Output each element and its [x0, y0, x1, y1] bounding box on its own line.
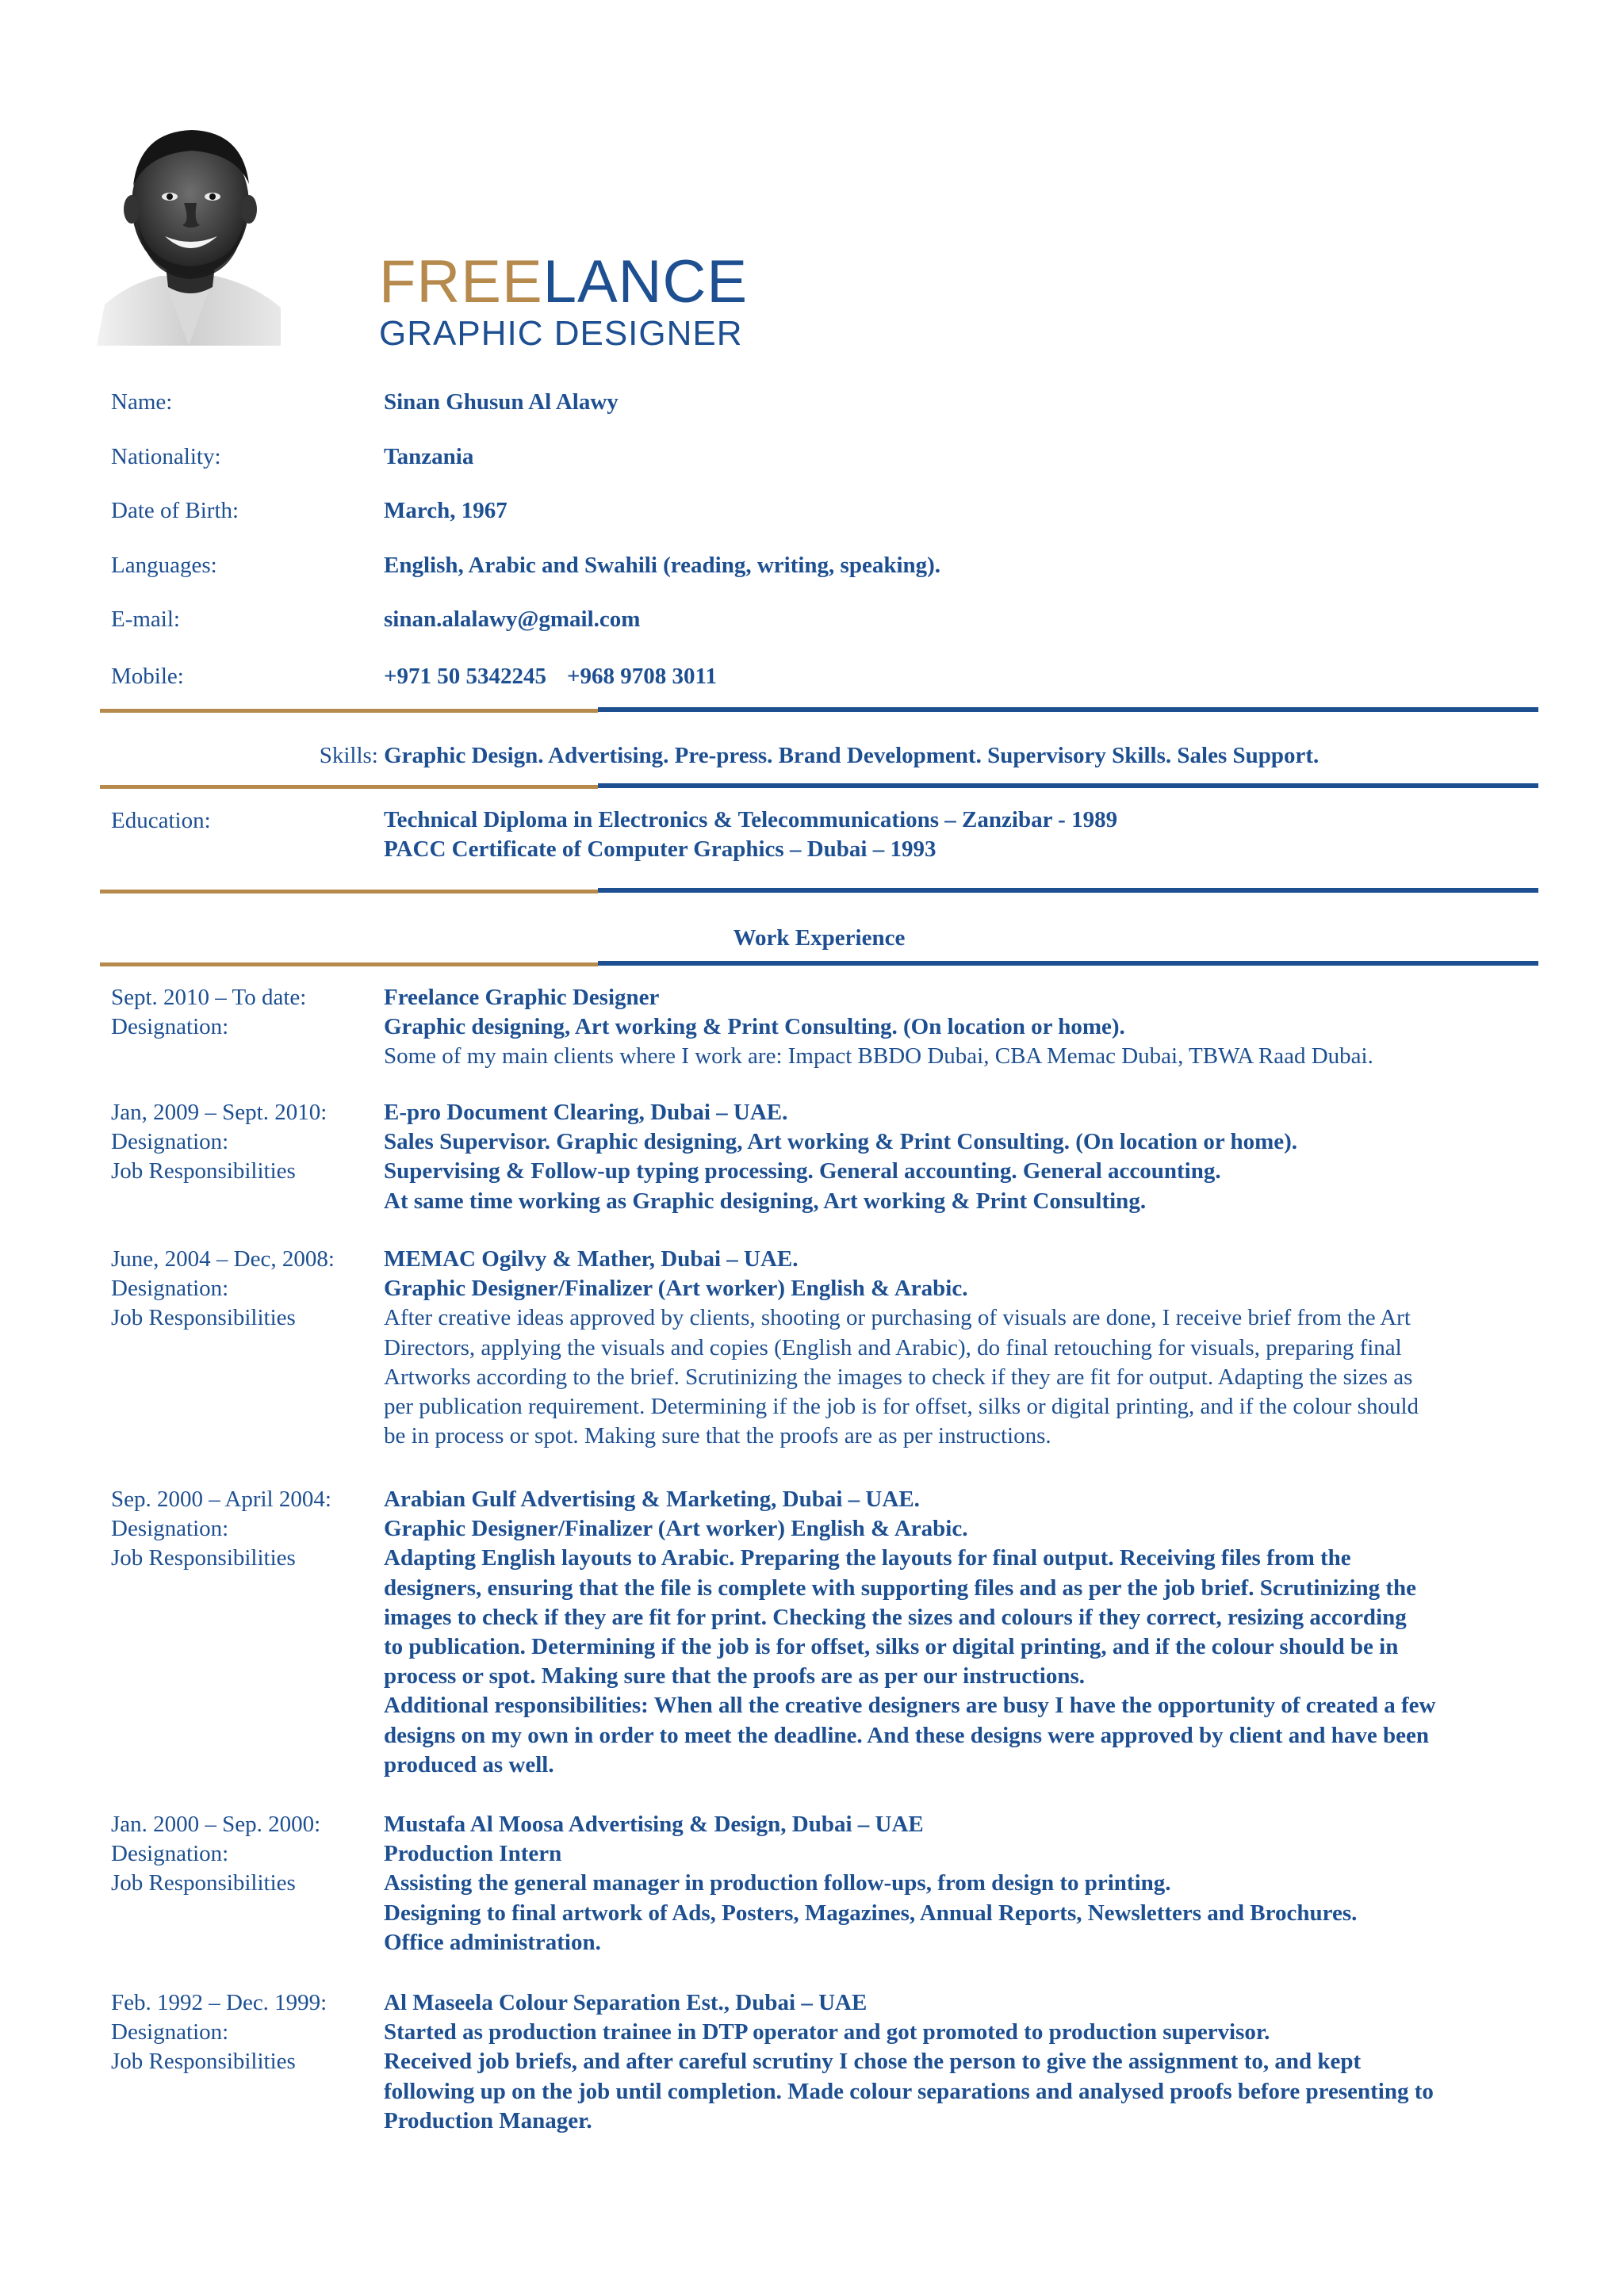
- job-line: Sales Supervisor. Graphic designing, Art working & Print Consulting. (On location or home).: [384, 1129, 1298, 1155]
- divider: [100, 707, 1538, 712]
- divider: [100, 783, 1538, 788]
- job-line: produced as well.: [384, 1751, 554, 1777]
- job-line: designs on my own in order to meet the deadline. And these designs were approved by client and have been: [384, 1722, 1429, 1748]
- job-details: [384, 1988, 1621, 2136]
- divider-blue: [598, 783, 1538, 788]
- info-value: March, 1967: [384, 498, 508, 523]
- skills-value: Graphic Design. Advertising. Pre-press. Brand Development. Supervisory Skills. Sales Support.: [384, 743, 1320, 768]
- profile-photo: [97, 117, 281, 346]
- job-labels: [111, 1988, 327, 2077]
- job-line: Additional responsibilities: When all the creative designers are busy I have the opportunity of created a few: [384, 1693, 1436, 1719]
- job-employer: Arabian Gulf Advertising & Marketing, Dubai – UAE.: [384, 1487, 920, 1512]
- job-line: Graphic Designer/Finalizer (Art worker) English & Arabic.: [384, 1276, 968, 1302]
- job-date: Jan. 2000 – Sep. 2000:: [111, 1812, 321, 1837]
- info-row-name: [111, 387, 1538, 442]
- job-line: Production Intern: [384, 1841, 562, 1867]
- job-line: process or spot. Making sure that the proofs are as per our instructions.: [384, 1663, 1086, 1689]
- info-label: Languages:: [111, 552, 217, 578]
- job-line: Received job briefs, and after careful scrutiny I chose the person to give the assignment to, and kept: [384, 2049, 1362, 2075]
- job-responsibilities-label: Job Responsibilities: [111, 1545, 296, 1571]
- job-line: be in process or spot. Making sure that the proofs are as per instructions.: [384, 1423, 1051, 1449]
- job-line: Designing to final artwork of Ads, Posters, Magazines, Annual Reports, Newsletters and Brochures.: [384, 1900, 1358, 1926]
- job-line: At same time working as Graphic designing, Art working & Print Consulting.: [384, 1188, 1147, 1214]
- info-value: Tanzania: [384, 443, 474, 469]
- job-employer: Freelance Graphic Designer: [384, 985, 660, 1010]
- job-details: [384, 1810, 1621, 1957]
- divider-gold: [100, 785, 598, 789]
- divider: [100, 888, 1538, 893]
- info-value: English, Arabic and Swahili (reading, writing, speaking).: [384, 552, 941, 578]
- info-row-languages: [111, 550, 1538, 605]
- job-designation-label: Designation:: [111, 2019, 229, 2045]
- job-line: Graphic Designer/Finalizer (Art worker) English & Arabic.: [384, 1516, 968, 1542]
- job-line: Artworks according to the brief. Scrutinizing the images to check if they are fit for output. Adapting the sizes as: [384, 1364, 1413, 1390]
- job-details: [384, 1245, 1621, 1451]
- title-graphic-designer: GRAPHIC DESIGNER: [379, 314, 743, 353]
- job-employer: E-pro Document Clearing, Dubai – UAE.: [384, 1100, 788, 1125]
- job-line: images to check if they are fit for print. Checking the sizes and colours if they correct, resizing according: [384, 1604, 1407, 1630]
- job-line: Assisting the general manager in production follow-ups, from design to printing.: [384, 1870, 1171, 1896]
- job-designation-label: Designation:: [111, 1014, 229, 1040]
- info-row-dob: [111, 496, 1538, 550]
- job-designation-label: Designation:: [111, 1516, 229, 1542]
- info-row-nationality: [111, 442, 1538, 496]
- title-freelance: [379, 248, 749, 316]
- education-lines: [384, 806, 1117, 864]
- job-line: Adapting English layouts to Arabic. Preparing the layouts for final output. Receiving files from the: [384, 1545, 1351, 1571]
- job-designation-label: Designation:: [111, 1841, 229, 1867]
- info-label: Nationality:: [111, 443, 221, 469]
- info-label: Name:: [111, 389, 173, 415]
- job-line: Office administration.: [384, 1929, 601, 1955]
- job-line: Supervising & Follow-up typing processing. General accounting. General accounting.: [384, 1158, 1221, 1184]
- info-label: E-mail:: [111, 607, 180, 632]
- job-date: Feb. 1992 – Dec. 1999:: [111, 1990, 327, 2015]
- personal-info: [111, 387, 1538, 713]
- job-details: [384, 983, 1621, 1072]
- info-value: Sinan Ghusun Al Alawy: [384, 389, 619, 415]
- job-date: Sept. 2010 – To date:: [111, 985, 307, 1010]
- info-label: Mobile:: [111, 663, 184, 689]
- job-employer: Al Maseela Colour Separation Est., Dubai – UAE: [384, 1990, 868, 2015]
- info-value: [384, 661, 717, 691]
- job-line: Production Manager.: [384, 2107, 592, 2133]
- divider-blue: [598, 888, 1538, 893]
- job-designation-label: Designation:: [111, 1276, 229, 1302]
- job-employer: MEMAC Ogilvy & Mather, Dubai – UAE.: [384, 1246, 799, 1272]
- job-employer: Mustafa Al Moosa Advertising & Design, Dubai – UAE: [384, 1812, 924, 1837]
- work-experience-title: Work Experience: [733, 925, 906, 951]
- title-lance-part: LANCE: [542, 248, 749, 316]
- education-label: Education:: [111, 808, 211, 833]
- job-line: to publication. Determining if the job is for offset, silks or digital printing, and if the colour should be in: [384, 1634, 1399, 1660]
- job-line: Directors, applying the visuals and copies (English and Arabic), do final retouching for visuals, preparing final: [384, 1334, 1402, 1360]
- job-responsibilities-label: Job Responsibilities: [111, 1305, 296, 1331]
- job-date: Sep. 2000 – April 2004:: [111, 1487, 331, 1512]
- divider-blue: [598, 961, 1538, 966]
- info-row-email: [111, 604, 1538, 659]
- education-line: Technical Diploma in Electronics & Telecommunications – Zanzibar - 1989: [384, 807, 1118, 832]
- job-line: After creative ideas approved by clients, shooting or purchasing of visuals are done, I receive brief from the Art: [384, 1305, 1411, 1331]
- job-line: Graphic designing, Art working & Print Consulting. (On location or home).: [384, 1014, 1125, 1040]
- job-details: [384, 1098, 1621, 1216]
- job-line: designers, ensuring that the file is complete with supporting files and as per the job brief. Scrutinizing the: [384, 1575, 1417, 1601]
- job-labels: [111, 1810, 320, 1899]
- job-responsibilities-label: Job Responsibilities: [111, 1158, 296, 1184]
- title-free-part: FREE: [379, 248, 543, 316]
- job-date: Jan, 2009 – Sept. 2010:: [111, 1100, 327, 1125]
- job-responsibilities-label: Job Responsibilities: [111, 2049, 296, 2075]
- email-link[interactable]: sinan.alalawy@gmail.com: [384, 607, 641, 632]
- job-designation-label: Designation:: [111, 1129, 229, 1155]
- job-line: following up on the job until completion. Made colour separations and analysed proofs before presenting to: [384, 2078, 1434, 2104]
- divider-blue: [598, 707, 1538, 712]
- job-labels: [111, 1245, 335, 1334]
- info-label: Date of Birth:: [111, 498, 239, 523]
- resume-title: [379, 248, 749, 354]
- divider-gold: [100, 709, 598, 713]
- skills-line: [100, 740, 1538, 771]
- skills-label: Skills:: [319, 743, 378, 768]
- job-responsibilities-label: Job Responsibilities: [111, 1870, 296, 1896]
- mobile-uae: +971 50 5342245: [384, 663, 547, 689]
- divider-gold: [100, 890, 598, 894]
- mobile-oman: +968 9708 3011: [567, 663, 717, 689]
- job-labels: [111, 1098, 327, 1187]
- divider: [100, 961, 1538, 966]
- divider-gold: [100, 962, 598, 966]
- job-line: Started as production trainee in DTP operator and got promoted to production supervisor.: [384, 2019, 1270, 2045]
- job-date: June, 2004 – Dec, 2008:: [111, 1246, 335, 1272]
- education-line: PACC Certificate of Computer Graphics – Dubai – 1993: [384, 836, 936, 862]
- job-line: per publication requirement. Determining if the job is for offset, silks or digital printing, and if the colour should: [384, 1394, 1419, 1420]
- job-labels: [111, 1485, 331, 1574]
- job-line: Some of my main clients where I work are: Impact BBDO Dubai, CBA Memac Dubai, TBWA Raad Dubai.: [384, 1043, 1373, 1070]
- job-details: [384, 1485, 1621, 1780]
- job-labels: [111, 983, 306, 1042]
